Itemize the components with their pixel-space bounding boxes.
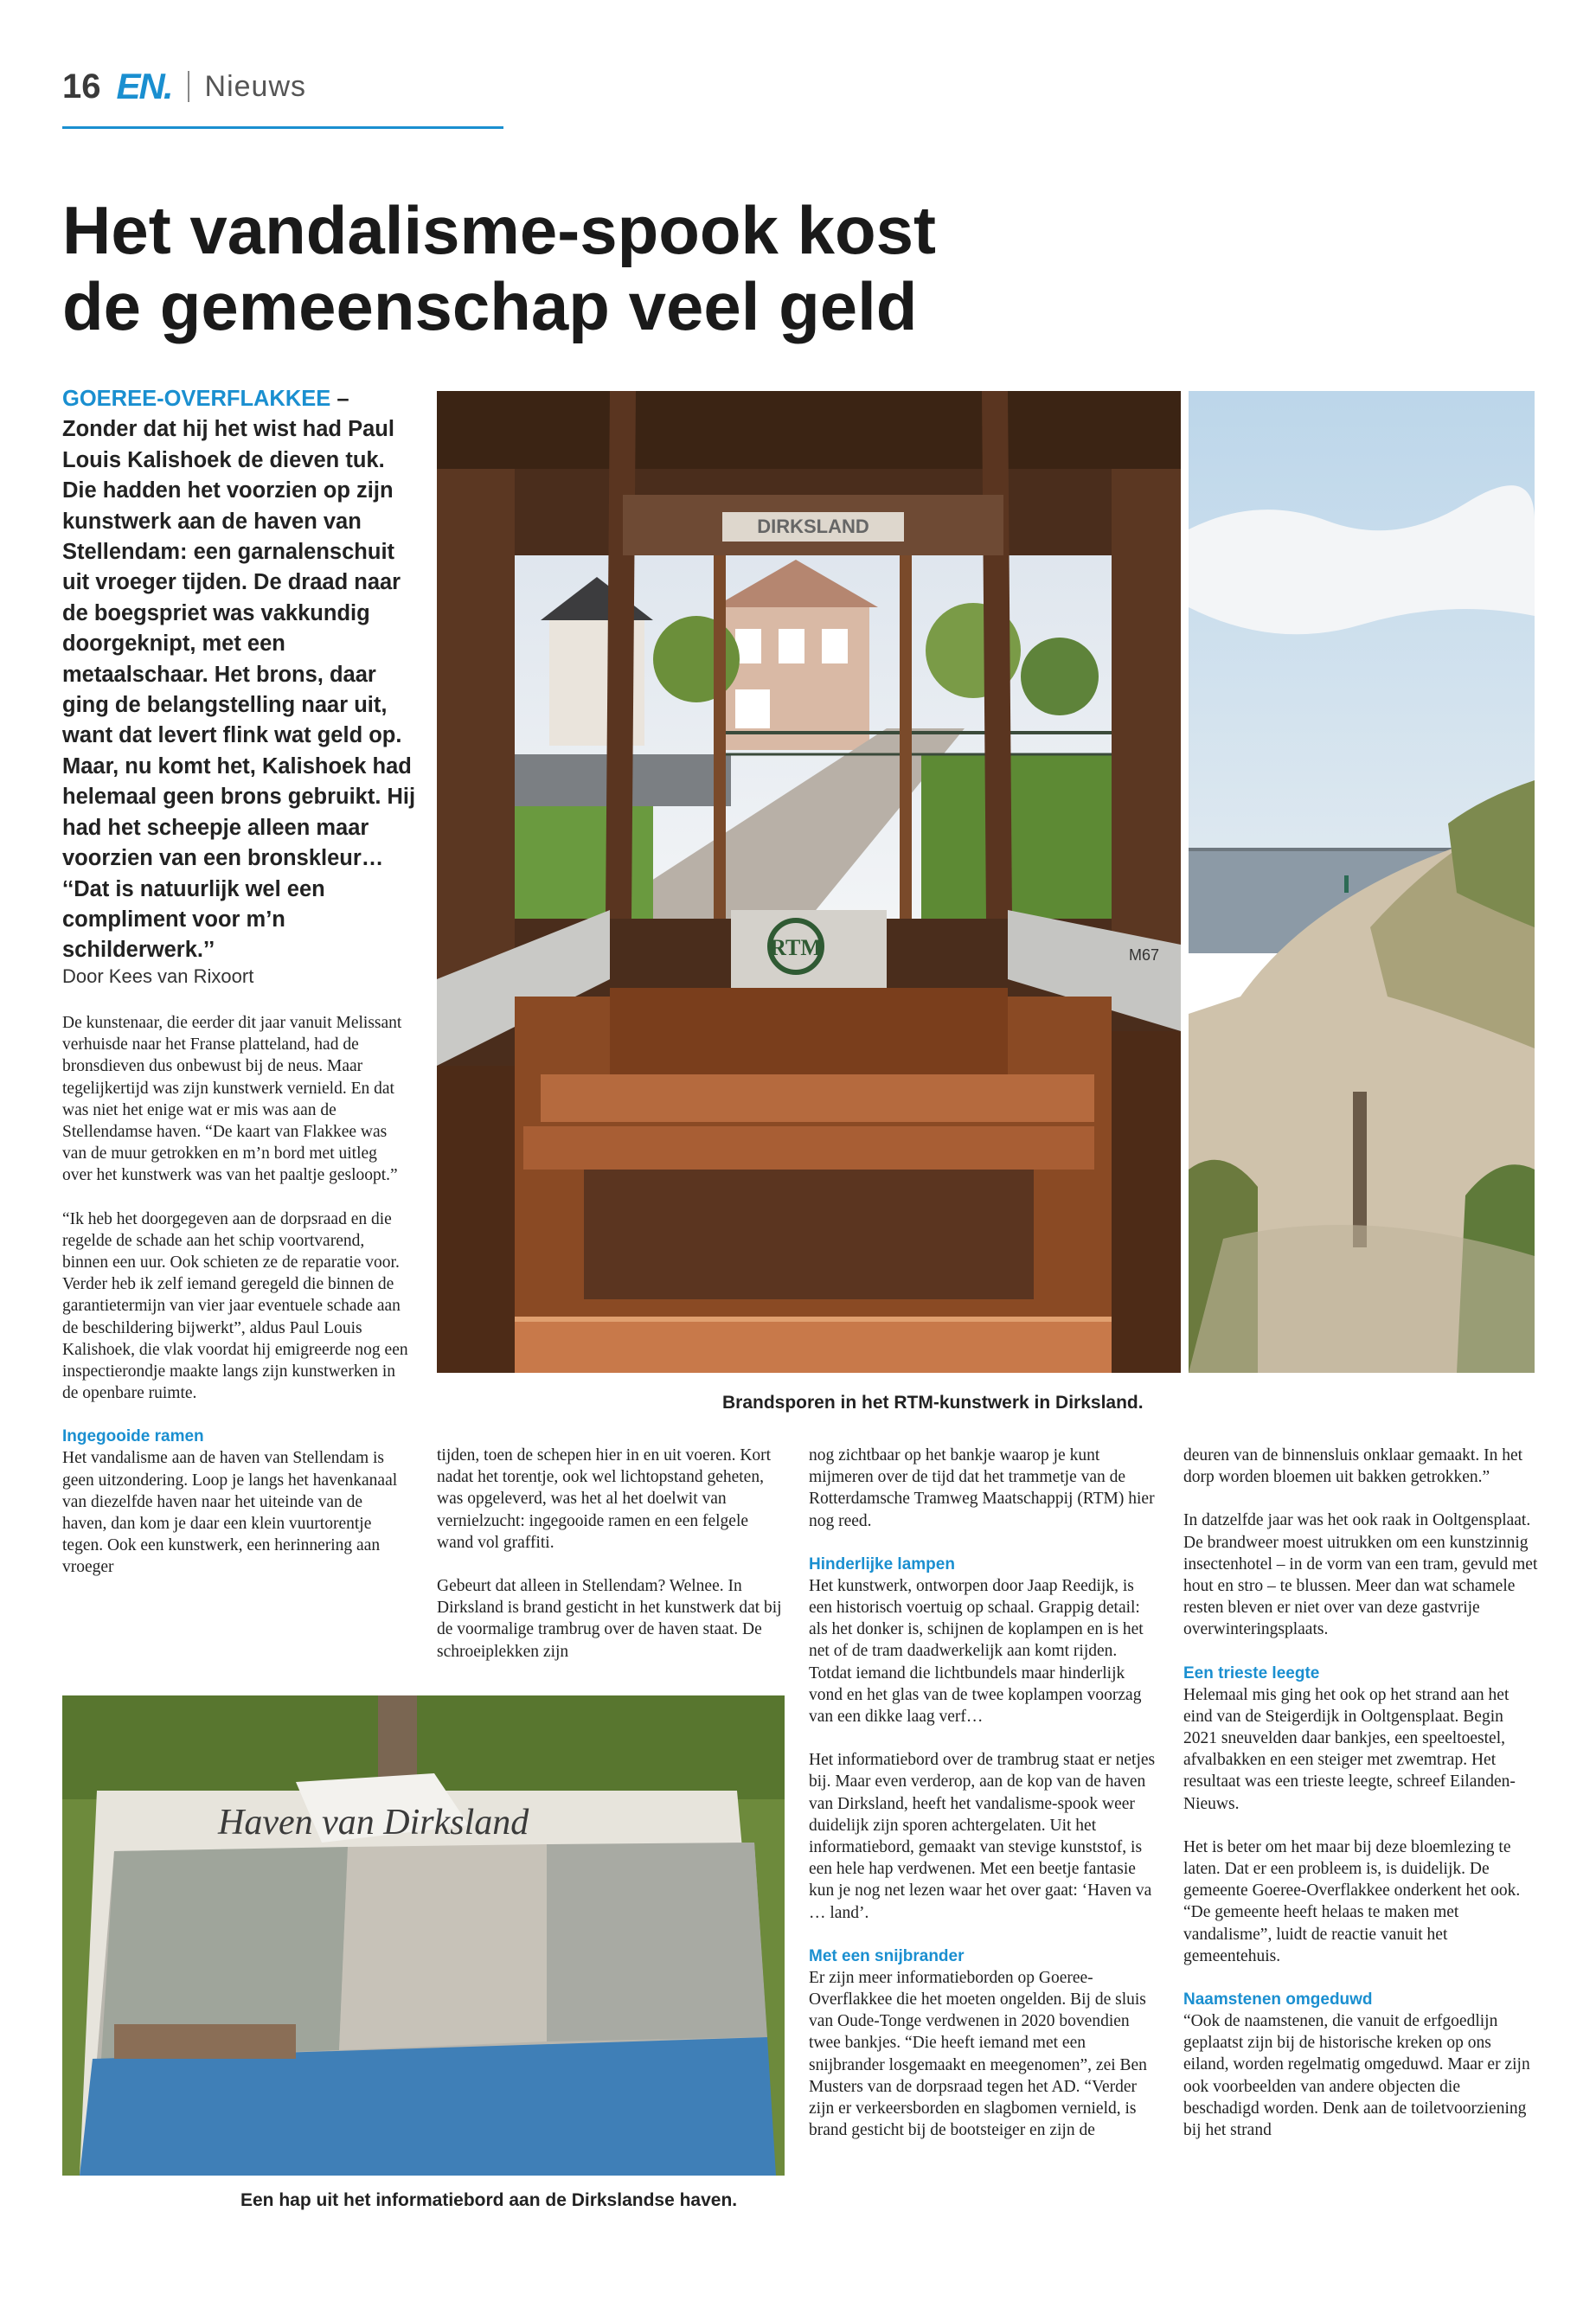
subheading: Met een snijbrander xyxy=(809,1946,965,1965)
body-paragraph: In datzelfde jaar was het ook raak in Ooltgensplaat. De brandweer moest uitrukken om een kunstzinnig insectenhotel – in de vorm van een tram, gevuld met hout en stro – te blussen. Meer dan wat schamele resten bleven er niet over van deze gastvrije overwinteringsplaats. xyxy=(1183,1511,1538,1639)
header-rule xyxy=(62,126,503,129)
lead-text: Zonder dat hij het wist had Paul Louis Kalishoek de dieven tuk. Die hadden het voorzien op zijn kunstwerk aan de haven van Stellendam: een garnalenschuit uit vroeger tijden. De draad naar de boegspriet was vakkundig doorgeknipt, met een metaalschaar. Het brons, daar ging de belangstelling naar uit, want dat levert flink wat geld op. Maar, nu komt het, Kalishoek had helemaal geen brons gebruikt. Hij had het scheepje alleen maar voorzien van een bronskleur… ‘‘Dat is natuurlijk wel een compliment voor m’n schilderwerk.’’ xyxy=(62,417,416,963)
headline xyxy=(62,192,1014,344)
subheading: Een trieste leegte xyxy=(1183,1663,1320,1682)
lead-paragraph xyxy=(62,384,417,966)
tram-photo-caption: Brandsporen in het RTM-kunstwerk in Dirksland. xyxy=(722,1393,1144,1413)
body-paragraph: Het kunstwerk, ontworpen door Jaap Reedijk, is een historisch voertuig op schaal. Grappig detail: als het donker is, schijnen de koplampen en is het net of de tram daadwerkelijk aan komt rijden. Totdat iemand die lichtbundels maar hinderlijk vond en het glas van de twee koplampen voorzag van een dikke laag verf… xyxy=(809,1576,1144,1727)
subheading: Naamstenen omgeduwd xyxy=(1183,1990,1373,2009)
headline-line-1: Het vandalisme-spook kost xyxy=(62,192,936,268)
body-paragraph: “Ook de naamstenen, die vanuit de erfgoedlijn geplaatst zijn bij de historische kreken op ons eiland, worden regelmatig omgeduwd. Maar er zijn ook voorbeelden van andere objecten die beschadigd worden. Denk aan de toiletvoorziening bij het strand xyxy=(1183,2012,1530,2140)
info-board-photo xyxy=(62,1695,785,2176)
body-paragraph: Het is beter om het maar bij deze bloemlezing te laten. Dat er een probleem is, is duidelijk. De gemeente Goeree-Overflakkee onderkent het ook. “De gemeente heeft helaas te maken met vandalisme”, luidt de reactie vanuit het gemeentehuis. xyxy=(1183,1837,1521,1965)
tram-destination-sign: DIRKSLAND xyxy=(757,516,869,537)
dateline-dash: – xyxy=(330,387,349,411)
body-paragraph: deuren van de binnensluis onklaar gemaakt. In het dorp worden bloemen uit bakken getrokken.” xyxy=(1183,1446,1523,1487)
page-number: 16 xyxy=(62,67,101,106)
body-paragraph: nog zichtbaar op het bankje waarop je kunt mijmeren over de tijd dat het trammetje van de Rotterdamsche Tramweg Maatschappij (RTM) hier nog reed. xyxy=(809,1446,1155,1530)
article-column-4 xyxy=(1183,1445,1538,2163)
body-paragraph: Het informatiebord over de trambrug staat er netjes bij. Maar even verderop, aan de kop van de haven van Dirksland, heeft het vandalisme-spook weer duidelijk zijn sporen achtergelaten. Uit het informatiebord, gemaakt van stevige kunststof, is een hele hap verdwenen. Met een beetje fantasie kun je nog net lezen waar het over gaat: ‘Haven va … land’. xyxy=(809,1751,1156,1922)
rtm-logo: RTM xyxy=(770,935,822,960)
header-divider xyxy=(188,71,189,102)
board-title: Haven van Dirksland xyxy=(218,1803,529,1843)
beach-photo xyxy=(1189,391,1535,1373)
article-column-2 xyxy=(437,1445,783,1684)
article-column-3 xyxy=(809,1445,1159,2163)
subheading: Hinderlijke lampen xyxy=(809,1554,955,1574)
body-paragraph: Er zijn meer informatieborden op Goeree-Overflakkee die het moeten ongelden. Bij de sluis van Oude-Tonge verdwenen in 2020 bovendien twee bankjes. “Die heeft iemand met een snijbrander losgemaakt en meegenomen”, zei Ben Musters van de dorpsraad tegen het AD. “Verder zijn er verkeersborden en slagbomen vernield, is brand gesticht bij de bootsteiger en zijn de xyxy=(809,1968,1147,2140)
tram-shelter-photo xyxy=(437,391,1181,1373)
article-column-1 xyxy=(62,1012,408,1600)
body-paragraph: De kunstenaar, die eerder dit jaar vanuit Melissant verhuisde naar het Franse platteland, had de bronsdieven dus onbewust bij de neus. Maar tegelijkertijd was zijn kunstwerk vernield. En dat was niet het enige wat er mis was aan de Stellendamse haven. “De kaart van Flakkee was van de muur getrokken en m’n bord met uitleg over het kunstwerk was van het paaltje gesloopt.” xyxy=(62,1014,402,1185)
byline: Door Kees van Rixoort xyxy=(62,965,254,987)
tram-panel-label: M67 xyxy=(1129,946,1160,964)
section-label: Nieuws xyxy=(204,69,306,103)
body-paragraph: Het vandalisme aan de haven van Stellendam is geen uitzondering. Loop je langs het havenkanaal van diezelfde haven naar het uiteinde van de haven, dan kom je daar een klein vuurtorentje tegen. Ook een kunstwerk, een herinnering aan vroeger xyxy=(62,1449,398,1577)
dateline-place: GOEREE-OVERFLAKKEE xyxy=(62,387,331,411)
body-paragraph: Gebeurt dat alleen in Stellendam? Welnee. In Dirksland is brand gesticht in het kunstwerk dat bij de voormalige trambrug over de haven staat. De schroeiplekken zijn xyxy=(437,1577,782,1661)
newspaper-logo: EN. xyxy=(116,66,172,106)
board-photo-caption: Een hap uit het informatiebord aan de Dirkslandse haven. xyxy=(240,2190,738,2210)
subheading: Ingegooide ramen xyxy=(62,1427,204,1446)
body-paragraph: tijden, toen de schepen hier in en uit voeren. Kort nadat het torentje, ook wel lichtopstand geheten, was opgeleverd, was het al het doelwit van vernielzucht: ingegooide ramen en een felgele wand vol graffiti. xyxy=(437,1446,772,1552)
headline-line-2: de gemeenschap veel geld xyxy=(62,268,918,344)
body-paragraph: “Ik heb het doorgegeven aan de dorpsraad en die regelde de schade aan het schip voortvarend, binnen een uur. Ook schieten ze de reparatie voor. Verder heb ik zelf iemand geregeld die binnen de garantietermijn van vier jaar eventuele schade aan de beschildering bijwerkt”, aldus Paul Louis Kalishoek, die vlak voordat hij emigreerde nog een inspectierondje maakte langs zijn kunstwerken in de openbare ruimte. xyxy=(62,1209,408,1403)
page-header xyxy=(62,61,306,112)
body-paragraph: Helemaal mis ging het ook op het strand aan het eind van de Steigerdijk in Ooltgensplaat. Begin 2021 sneuvelden daar bankjes, een speeltoestel, afvalbakken en een steiger met zwemtrap. Het resultaat was een trieste leegte, schreef Eilanden-Nieuws. xyxy=(1183,1685,1516,1813)
